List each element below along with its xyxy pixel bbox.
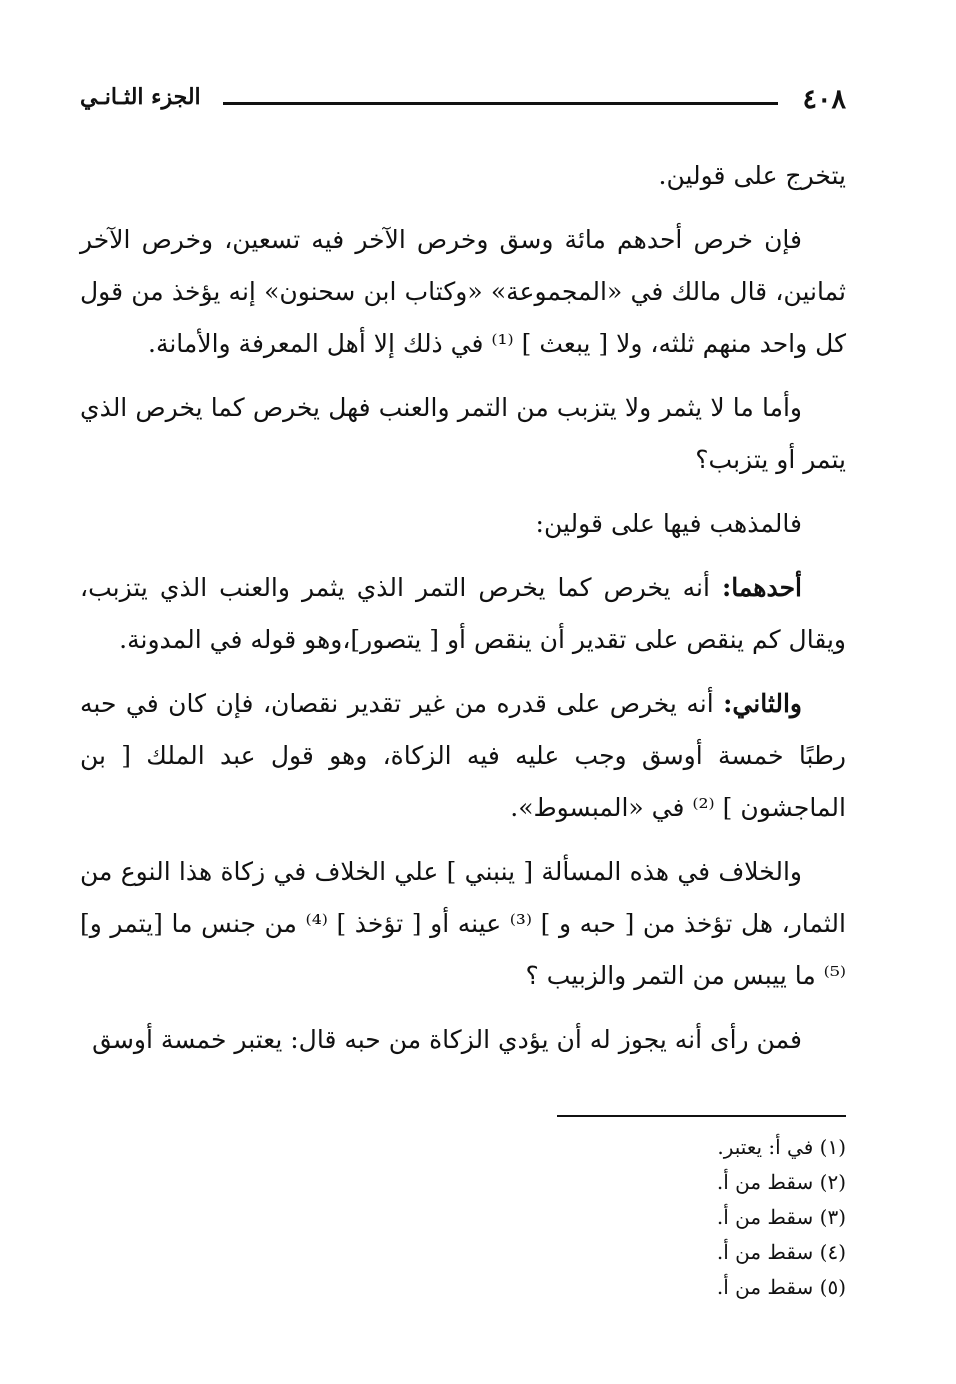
footnote-2: (٢) سقط من أ. xyxy=(716,1170,846,1194)
footnote-separator xyxy=(557,1115,846,1117)
footnote-4: (٤) سقط من أ. xyxy=(716,1240,846,1264)
paragraph-5-text: أنه يخرص كما يخرص التمر الذي يثمر والعنب الذي يتزبب، ويقال كم ينقص على تقدير أن ينقص أو [ يتصور]،وهو قوله في المدونة. xyxy=(80,573,846,654)
paragraph-4: فالمذهب فيها على قولين: xyxy=(535,509,802,538)
paragraph-8: فمن رأى أنه يجوز له أن يؤدي الزكاة من حبه قال: يعتبر خمسة أوسق xyxy=(92,1025,802,1054)
running-title: الجزء الثـانـي xyxy=(80,84,201,110)
paragraph-7: والخلاف في هذه المسألة [ ينبني ] علي الخلاف في زكاة هذا النوع من الثمار، هل تؤخذ من [ حبه و ] ⁽³⁾ عينه أو [ تؤخذ ] ⁽⁴⁾ من جنس ما [يتمر و]⁽⁵⁾ ما ييبس من التمر والزبيب ؟ xyxy=(80,857,846,990)
paragraph-6-lead: والثاني: xyxy=(723,689,802,718)
main-text xyxy=(80,150,846,1078)
footnote-5: (٥) سقط من أ. xyxy=(716,1275,846,1299)
paragraph-1: يتخرج على قولين. xyxy=(658,161,846,190)
paragraph-2: فإن خرص أحدهم مائة وسق وخرص الآخر فيه تسعين، وخرص الآخر ثمانين، قال مالك في «المجموعة» «وكتاب ابن سحنون» إنه يؤخذ من قول كل واحد منهم ثلثه، ولا [ يبعث ] ⁽¹⁾ في ذلك إلا أهل المعرفة والأمانة. xyxy=(80,225,846,358)
footnote-3: (٣) سقط من أ. xyxy=(716,1205,846,1229)
paragraph-3: وأما ما لا يثمر ولا يتزبب من التمر والعنب فهل يخرص كما يخرص الذي يتمر أو يتزبب؟ xyxy=(80,393,846,474)
paragraph-6-text: أنه يخرص على قدره من غير تقدير نقصان، فإن كان في حبه رطبًا خمسة أوسق وجب عليه فيه الزكاة، وهو قول عبد الملك [ بن الماجشون ] ⁽²⁾ في «المبسوط». xyxy=(80,689,846,822)
footnotes xyxy=(446,1130,846,1305)
footnote-1: (١) في أ: يعتبر. xyxy=(717,1135,846,1159)
paragraph-6 xyxy=(80,678,846,834)
page-number: ٤٠٨ xyxy=(802,84,846,115)
paragraph-5 xyxy=(80,562,846,666)
header-rule xyxy=(223,102,778,105)
paragraph-5-lead: أحدهما: xyxy=(721,573,802,602)
page-header xyxy=(80,82,846,122)
